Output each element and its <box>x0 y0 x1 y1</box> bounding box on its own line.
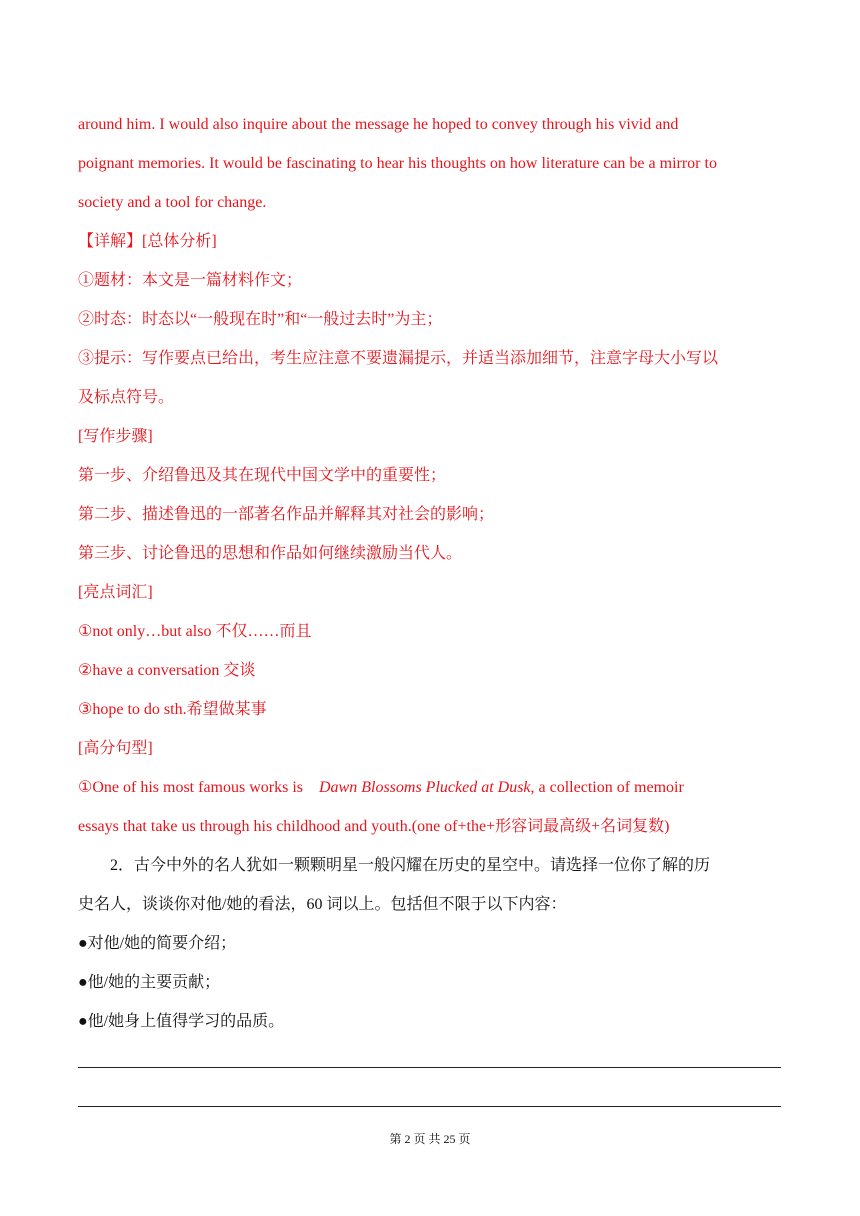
question-line-1: 2．古今中外的名人犹如一颗颗明星一般闪耀在历史的星空中。请选择一位你了解的历 <box>110 857 711 874</box>
answer-line-1: around him. I would also inquire about the message he hoped to convey through his vivid and <box>78 116 679 133</box>
question-bullet-2: ●他/她的主要贡献； <box>78 974 221 991</box>
detail-hint-line-1: ③提示：写作要点已给出，考生应注意不要遗漏提示，并适当添加细节，注意字母大小写以 <box>78 350 719 367</box>
answer-blank-line-2[interactable] <box>78 1106 781 1107</box>
step-2: 第二步、描述鲁迅的一部著名作品并解释其对社会的影响； <box>78 506 495 523</box>
step-3: 第三步、讨论鲁迅的思想和作品如何继续激励当代人。 <box>78 545 463 562</box>
sentence-line-1 <box>78 778 780 798</box>
detail-hint-line-2: 及标点符号。 <box>78 389 175 406</box>
detail-topic: ①题材：本文是一篇材料作文； <box>78 272 303 289</box>
step-1: 第一步、介绍鲁迅及其在现代中国文学中的重要性； <box>78 467 447 484</box>
vocab-heading: [亮点词汇] <box>78 584 153 601</box>
detail-tense: ②时态：时态以“一般现在时”和“一般过去时”为主； <box>78 311 443 328</box>
vocab-3: ③hope to do sth.希望做某事 <box>78 701 267 718</box>
sentence-line-2: essays that take us through his childhood and youth.(one of+the+形容词最高级+名词复数) <box>78 818 670 835</box>
answer-line-2: poignant memories. It would be fascinating to hear his thoughts on how literature can be a mirror to <box>78 155 717 172</box>
detail-heading: 【详解】[总体分析] <box>78 233 217 250</box>
vocab-2: ②have a conversation 交谈 <box>78 662 256 679</box>
answer-blank-line-1[interactable] <box>78 1067 781 1068</box>
sentence-heading: [高分句型] <box>78 740 153 757</box>
question-bullet-1: ●对他/她的简要介绍； <box>78 935 237 952</box>
steps-heading: [写作步骤] <box>78 428 153 445</box>
sentence-prefix: ①One of his most famous works is <box>78 779 303 796</box>
answer-line-3: society and a tool for change. <box>78 194 267 211</box>
sentence-book-title: Dawn Blossoms Plucked at Dusk <box>319 779 531 796</box>
vocab-1: ①not only…but also 不仅……而且 <box>78 623 312 640</box>
question-bullet-3: ●他/她身上值得学习的品质。 <box>78 1013 285 1030</box>
page-footer: 第 2 页 共 25 页 <box>389 1132 471 1146</box>
sentence-suffix: , a collection of memoir <box>530 779 684 796</box>
question-line-2: 史名人，谈谈你对他/她的看法，60 词以上。包括但不限于以下内容： <box>78 896 567 913</box>
